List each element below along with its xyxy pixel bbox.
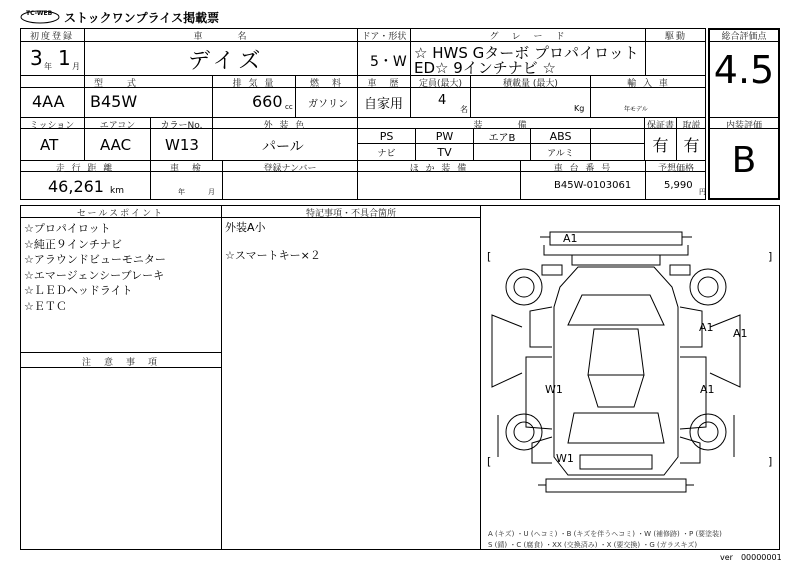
- list-item: ☆エマージェンシーブレーキ: [24, 268, 165, 282]
- inspection-month-unit: 月: [208, 188, 215, 196]
- exterior-label: 外 装 色: [263, 121, 307, 131]
- warranty-value: 有: [652, 136, 669, 155]
- displacement: 660: [252, 92, 283, 111]
- list-item: ☆スマートキー×２: [225, 249, 321, 262]
- damage-mark: A1: [563, 232, 578, 245]
- list-item: ☆プロパイロット: [24, 222, 111, 235]
- first-reg-label: 初度登録: [29, 32, 74, 42]
- ac-label: エアコン: [99, 121, 136, 131]
- capacity-label: 定員(最大): [418, 79, 463, 89]
- door-label: ドア・形状: [361, 32, 407, 42]
- overall-score: 4.5: [713, 48, 775, 92]
- special-list: [225, 221, 321, 263]
- bracket: ]: [768, 455, 773, 468]
- first-reg-month-unit: 月: [72, 62, 80, 71]
- damage-mark: A1: [699, 321, 714, 334]
- other-equipment-label: ほ か 装 備: [409, 164, 469, 174]
- mission-label: ミッション: [29, 121, 75, 131]
- damage-mark: W1: [556, 452, 574, 465]
- legend-line: A (キズ) ・U (ヘコミ) ・B (キズを伴うヘコミ) ・W (補修跡) ・P (要塗装): [488, 530, 722, 538]
- model-code: B45W: [90, 92, 138, 111]
- bracket: [: [487, 250, 492, 263]
- version-label: ver 00000001: [720, 553, 782, 562]
- first-reg-year: 3: [30, 46, 43, 70]
- displacement-unit: cc: [285, 103, 293, 111]
- bracket: [: [487, 455, 492, 468]
- logo: [20, 8, 60, 24]
- mission: AT: [40, 136, 59, 154]
- price-label: 予想価格: [657, 164, 694, 174]
- door-type: 5・W: [370, 54, 407, 70]
- mileage-unit: km: [110, 186, 124, 196]
- load-unit: Kg: [574, 104, 585, 113]
- sales-points-label: セールスポイント: [76, 209, 165, 219]
- inspection-year-unit: 年: [178, 188, 185, 196]
- score-label: 総合評価点: [721, 32, 767, 42]
- plate-label: 登録ナンバー: [263, 164, 317, 174]
- warranty-label: 保証書: [646, 121, 674, 131]
- damage-mark: A1: [733, 327, 748, 340]
- damage-legend: [488, 529, 722, 551]
- first-reg-year-unit: 年: [44, 62, 52, 71]
- logo-text: TC-WEB: [26, 10, 53, 17]
- sales-points-list: [24, 221, 166, 314]
- usage: 自家用: [364, 97, 404, 112]
- car-name: デイズ: [188, 49, 265, 74]
- list-item: ☆純正９インチナビ: [24, 237, 122, 251]
- fuel-label: 燃 料: [309, 79, 343, 89]
- color-no: W13: [165, 136, 199, 154]
- grade-line2: ED☆ 9インチナビ ☆: [414, 59, 557, 77]
- special-label: 特記事項・不具合箇所: [305, 209, 396, 219]
- equipment-label: 装 備: [473, 121, 529, 131]
- equip-tv: TV: [437, 145, 452, 159]
- damage-mark: A1: [700, 383, 715, 396]
- list-item: ☆ＬＥＤヘッドライト: [24, 284, 133, 297]
- price-unit: 円: [699, 188, 706, 196]
- mileage: 46,261: [48, 177, 104, 196]
- exterior-color: パール: [262, 139, 304, 155]
- fuel: ガソリン: [308, 99, 348, 110]
- legend-line: S (錆) ・C (腐食) ・XX (交換済み) ・X (要交換) ・G (ガラスキズ): [488, 541, 698, 549]
- usage-label: 車 歴: [367, 79, 401, 89]
- car-diagram: [482, 207, 778, 527]
- model-prefix: 4AA: [32, 92, 65, 111]
- damage-mark: W1: [545, 383, 563, 396]
- grade-line1: ☆ HWS Gターボ プロパイロット: [414, 44, 639, 62]
- list-item: 外装A小: [225, 221, 266, 234]
- bracket: ]: [768, 250, 773, 263]
- equip-abs: ABS: [549, 129, 572, 143]
- equip-airbag: エアB: [488, 132, 516, 144]
- list-item: ☆アラウンドビューモニター: [24, 253, 166, 266]
- manual-value: 有: [683, 136, 700, 155]
- displacement-label: 排 気 量: [232, 79, 276, 89]
- capacity: 4: [438, 93, 447, 108]
- car-name-label: 車 名: [193, 32, 249, 42]
- drive-label: 駆動: [664, 32, 687, 42]
- interior-score: B: [731, 140, 757, 181]
- interior-label: 内装評価: [725, 121, 762, 131]
- equip-alloy: アルミ: [547, 148, 574, 159]
- first-reg-month: 1: [58, 46, 71, 70]
- ac: AAC: [100, 136, 132, 154]
- equip-pw: PW: [435, 129, 454, 143]
- equip-ps: PS: [379, 129, 394, 143]
- grade-label: グ レ ー ド: [489, 32, 567, 42]
- import-label: 輸 入 車: [627, 79, 670, 89]
- chassis-label: 車 台 番 号: [553, 164, 613, 174]
- notes-label: 注 意 事 項: [81, 358, 159, 368]
- mileage-label: 走 行 距 離: [55, 164, 115, 174]
- price: 5,990: [664, 180, 693, 191]
- color-no-label: カラーNo.: [160, 121, 203, 131]
- equip-navi: ナビ: [377, 148, 396, 159]
- import-unit: 年モデル: [624, 106, 648, 113]
- capacity-unit: 名: [460, 105, 468, 114]
- list-item: ☆ＥＴＣ: [24, 299, 67, 313]
- load-label: 積載量 (最大): [503, 79, 558, 89]
- list-item: [225, 235, 321, 249]
- manual-label: 取説: [682, 121, 701, 131]
- model-label: 型 式: [93, 79, 138, 89]
- page-title: ストックワンプライス掲載票: [64, 11, 220, 25]
- inspection-label: 車 検: [169, 164, 203, 174]
- chassis-number: B45W-0103061: [554, 180, 632, 191]
